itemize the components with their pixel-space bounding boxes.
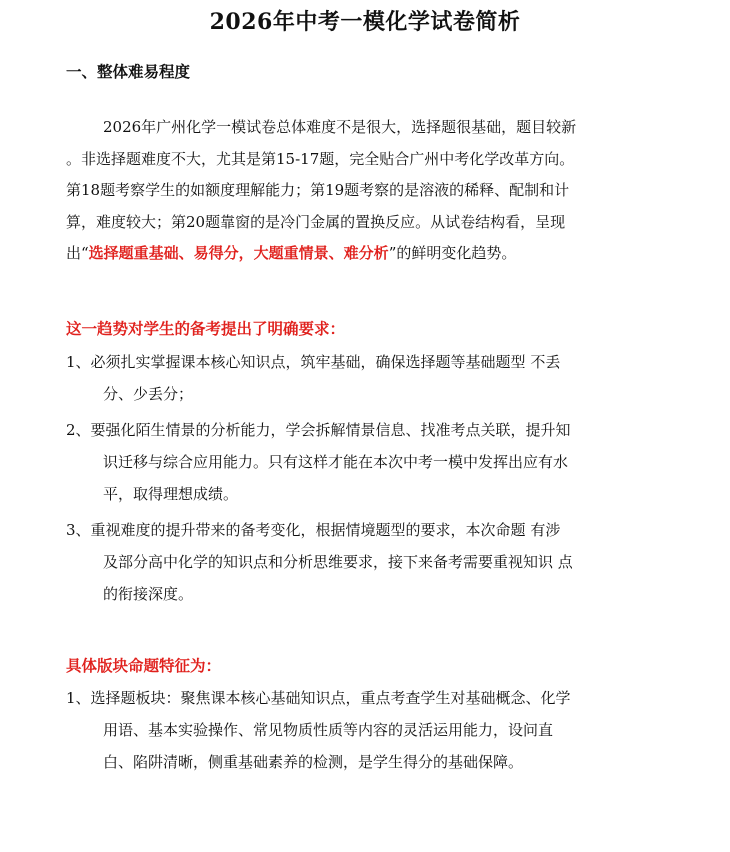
list-item-line: 1、选择题板块：聚焦课本核心基础知识点，重点考查学生对基础概念、化学: [66, 689, 571, 707]
paragraph-text: ”的鲜明变化趋势。: [388, 244, 517, 262]
list-item-line: 白、陷阱清晰，侧重基础素养的检测，是学生得分的基础保障。: [103, 753, 524, 771]
list-item-line: 3、重视难度的提升带来的备考变化，根据情境题型的要求，本次命题 有涉: [66, 521, 561, 539]
list-item-line: 的衔接深度。: [103, 585, 194, 603]
list-item-line: 用语、基本实验操作、常见物质性质等内容的灵活运用能力，设问直: [103, 721, 554, 739]
list-item: [66, 514, 666, 610]
requirements-list: [66, 346, 666, 614]
paragraph-line: 。非选择题难度不大，尤其是第15-17题，完全贴合广州中考化学改革方向。: [66, 149, 575, 168]
list-item-line: 平，取得理想成绩。: [103, 485, 239, 503]
list-item: [66, 414, 666, 510]
features-heading: 具体版块命题特征为：: [66, 656, 222, 675]
requirements-heading: 这一趋势对学生的备考提出了明确要求：: [66, 319, 346, 338]
paragraph-text: 出“: [66, 244, 89, 262]
document-title: 2026年中考一模化学试卷简析: [209, 9, 521, 35]
highlight-text: 选择题重基础、易得分，大题重情景、难分析: [88, 244, 389, 262]
list-item: [66, 682, 666, 778]
section-heading-difficulty: 一、整体难易程度: [66, 62, 191, 81]
list-item-line: 分、少丢分；: [103, 385, 194, 403]
list-item-line: 1、必须扎实掌握课本核心知识点，筑牢基础，确保选择题等基础题型 不丢: [66, 353, 561, 371]
paragraph-line: 算，难度较大；第20题靠窗的是冷门金属的置换反应。从试卷结构看，呈现: [66, 212, 566, 231]
list-item-line: 及部分高中化学的知识点和分析思维要求，接下来备考需要重视知识 点: [103, 553, 573, 571]
paragraph-line-with-highlight: [66, 238, 666, 270]
features-list: [66, 682, 666, 782]
paragraph-line: 2026年广州化学一模试卷总体难度不是很大，选择题很基础，题目较新: [103, 118, 577, 136]
paragraph-line: 第18题考察学生的如额度理解能力；第19题考察的是溶液的稀释、配制和计: [66, 181, 570, 199]
list-item: [66, 346, 666, 410]
list-item-line: 识迁移与综合应用能力。只有这样才能在本次中考一模中发挥出应有水: [103, 453, 569, 471]
list-item-line: 2、要强化陌生情景的分析能力，学会拆解情景信息、找准考点关联，提升知: [66, 421, 571, 439]
difficulty-paragraph: [66, 112, 666, 270]
